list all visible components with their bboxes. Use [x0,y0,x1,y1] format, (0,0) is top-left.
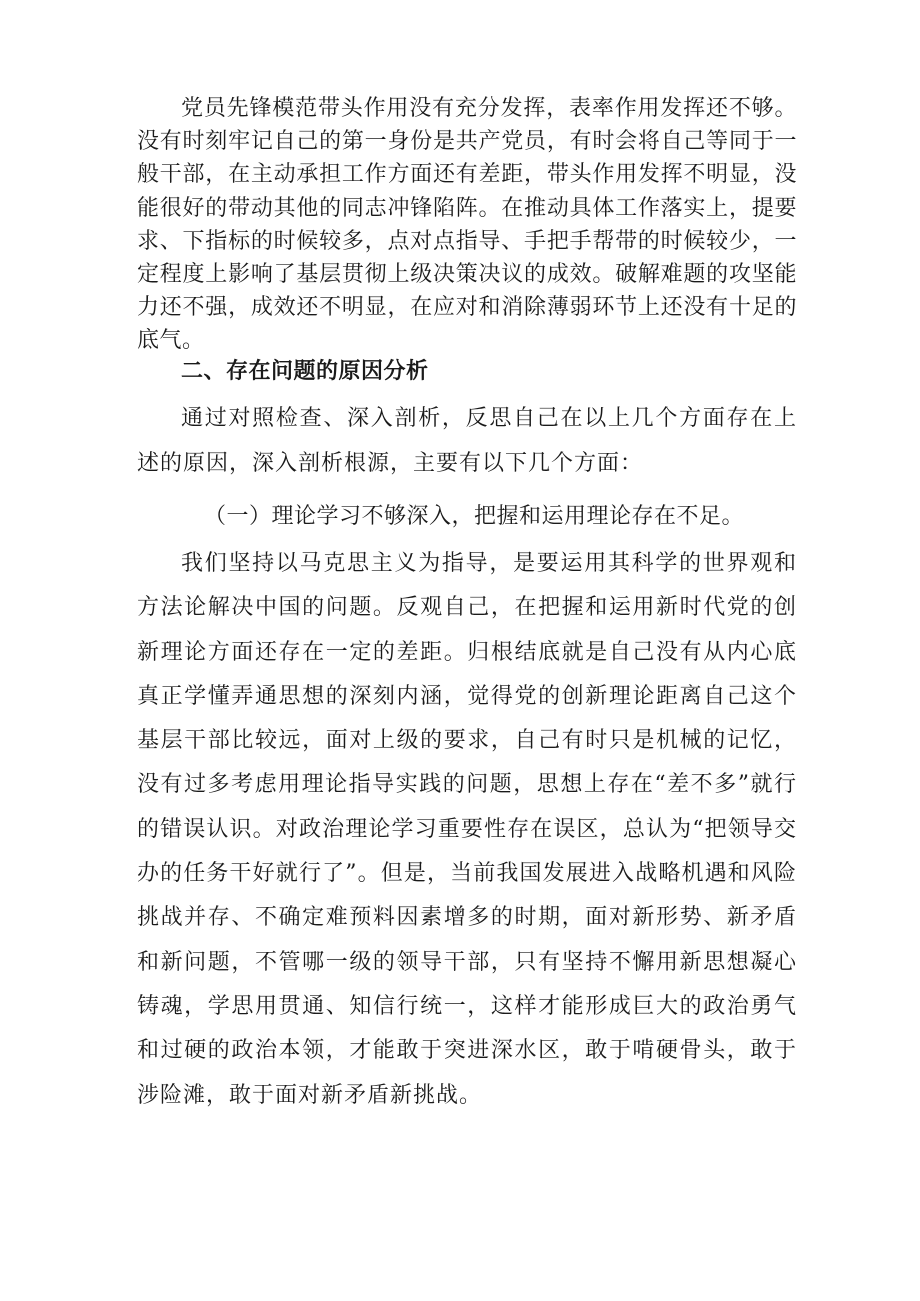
paragraph-party-vanguard: 党员先锋模范带头作用没有充分发挥，表率作用发挥还不够。没有时刻牢记自己的第一身份是共产党员，有时会将自己等同于一般干部，在主动承担工作方面还有差距，带头作用发挥不明显，没能很好的带动其他的同志冲锋陷阵。在推动具体工作落实上，提要求、下指标的时候较多，点对点指导、手把手帮带的时候较少，一定程度上影响了基层贯彻上级决策决议的成效。破解难题的攻坚能力还不强，成效还不明显，在应对和消除薄弱环节上还没有十足的底气。 [137,96,797,354]
paragraph-theory-analysis: 我们坚持以马克思主义为指导，是要运用其科学的世界观和方法论解决中国的问题。反观自己，在把握和运用新时代党的创新理论方面还存在一定的差距。归根结底就是自己没有从内心底真正学懂弄通思想的深刻内涵，觉得党的创新理论距离自己这个基层干部比较远，面对上级的要求，自己有时只是机械的记忆，没有过多考虑用理论指导实践的问题，思想上存在“差不多”就行的错误认识。对政治理论学习重要性存在误区，总认为“把领导交办的任务干好就行了”。但是，当前我国发展进入战略机遇和风险挑战并存、不确定难预料因素增多的时期，面对新形势、新矛盾和新问题，不管哪一级的领导干部，只有坚持不懈用新思想凝心铸魂，学思用贯通、知信行统一，这样才能形成巨大的政治勇气和过硬的政治本领，才能敢于突进深水区，敢于啃硬骨头，敢于涉险滩，敢于面对新矛盾新挑战。 [137,551,797,1108]
subheading-theory-study: （一）理论学习不够深入，把握和运用理论存在不足。 [204,504,745,529]
paragraph-cause-intro: 通过对照检查、深入剖析，反思自己在以上几个方面存在上述的原因，深入剖析根源，主要有以下几个方面： [137,406,797,476]
section-heading: 二、存在问题的原因分析 [181,359,429,384]
